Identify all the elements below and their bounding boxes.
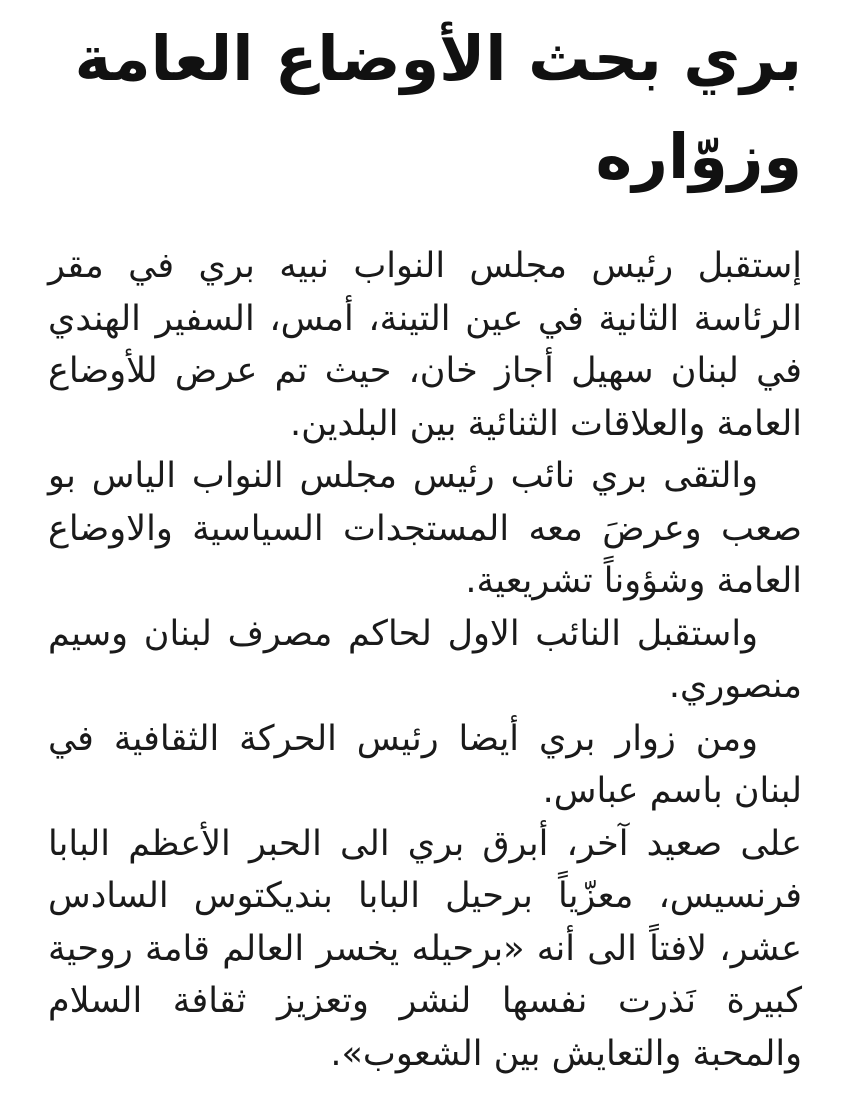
article-body — [48, 240, 802, 1080]
article-paragraph-5: على صعيد آخر، أبرق بري الى الحبر الأعظم البابا فرنسيس، معزّياً برحيل البابا بنديكتوس السادس عشر، لافتاً الى أنه «برحيله يخسر العالم قامة روحية كبيرة نَذرت نفسها لنشر وتعزيز ثقافة السلام والمحبة والتعايش بين الشعوب». — [48, 823, 802, 1074]
article-paragraph-2: والتقى بري نائب رئيس مجلس النواب الياس بو صعب وعرضَ معه المستجدات السياسية والاوضاع العامة وشؤوناً تشريعية. — [48, 456, 802, 601]
article-paragraph-4: ومن زوار بري أيضا رئيس الحركة الثقافية في لبنان باسم عباس. — [48, 718, 802, 811]
article-paragraph-1: إستقبل رئيس مجلس النواب نبيه بري في مقر الرئاسة الثانية في عين التينة، أمس، السفير الهندي في لبنان سهيل أجاز خان، حيث تم عرض للأوضاع العامة والعلاقات الثنائية بين البلدين. — [48, 246, 802, 444]
article-headline: بري بحث الأوضاع العامة وزوّاره — [74, 22, 802, 193]
article-paragraph-3: واستقبل النائب الاول لحاكم مصرف لبنان وسيم منصوري. — [48, 613, 802, 706]
